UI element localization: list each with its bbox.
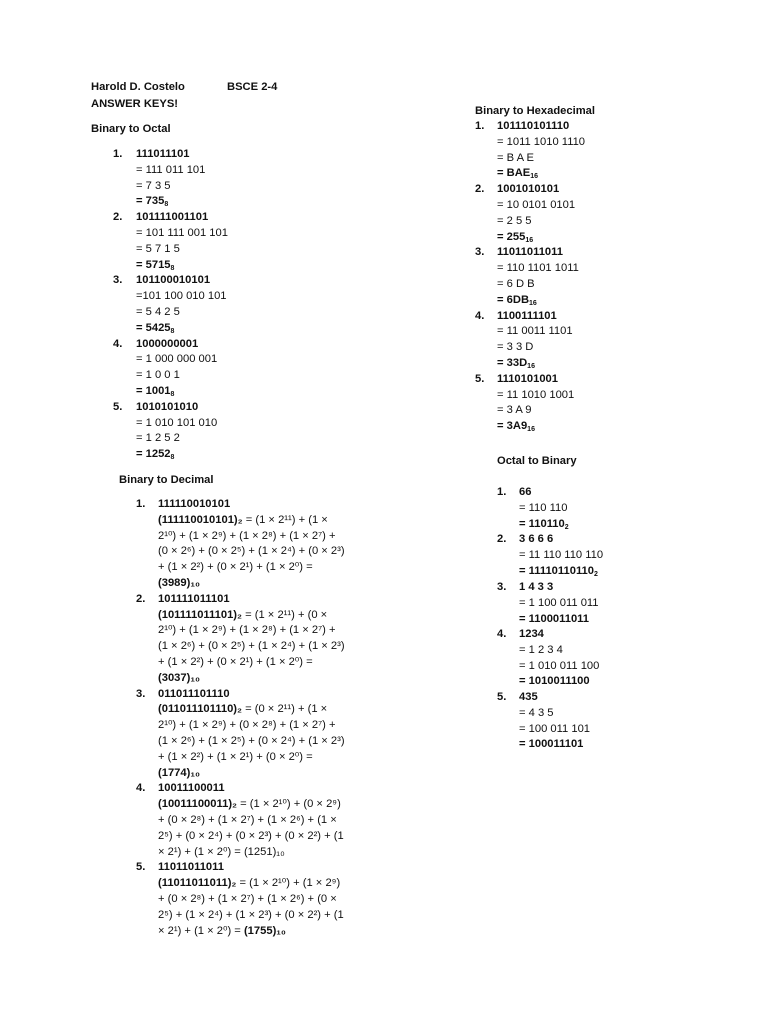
hex-grouping: = 1011 1010 1110: [497, 135, 586, 148]
octbin-answer: = 100011101: [519, 738, 584, 751]
base-subscript: 16: [527, 426, 535, 434]
decimal-expansion-line: 2¹⁰) + (1 × 2⁹) + (1 × 2⁸) + (1 × 2⁷) +: [158, 624, 336, 637]
item-number: 4.: [113, 337, 123, 350]
octbin-step: = 1 100 011 011: [519, 596, 599, 609]
hex-grouping: = 11 0011 1101: [497, 325, 573, 338]
hex-grouping: = 110 1101 1011: [497, 262, 579, 275]
hex-digits: = 3 3 D: [497, 341, 534, 354]
octbin-step: = 11 110 110 110: [519, 548, 604, 561]
decimal-expansion-line: 2⁵) + (0 × 2⁴) + (0 × 2³) + (0 × 2²) + (1: [158, 829, 344, 842]
decimal-expansion-line: 2⁵) + (1 × 2⁴) + (1 × 2³) + (0 × 2²) + (1: [158, 908, 344, 921]
hex-answer: = $33D_{16}$: [497, 357, 535, 370]
decimal-expansion-line: + (0 × 2⁸) + (1 × 2⁷) + (1 × 2⁶) + (1 ×: [158, 814, 337, 826]
decimal-expansion-line: (0 × 2⁶) + (0 × 2⁵) + (1 × 2⁴) + (0 × 2³): [158, 545, 345, 558]
octal-answer: = $1252_8$: [136, 448, 175, 462]
decimal-expansion-line: (1 × 2⁶) + (0 × 2⁵) + (1 × 2⁴) + (1 × 2³): [158, 640, 345, 653]
octal-digits: = 5 7 1 5: [136, 242, 180, 255]
expansion-text: = (1 × 2¹⁰) + (1 × 2⁹): [239, 877, 341, 890]
doc-subtitle: ANSWER KEYS!: [91, 98, 179, 110]
decimal-result: (1251)₁₀: [243, 845, 285, 858]
decimal-expansion-line: [158, 845, 285, 861]
item-number: 1.: [136, 498, 146, 510]
decimal-expansion-line: [158, 924, 286, 940]
octal-answer: = $5425_8$: [136, 321, 175, 335]
octal-grouping: = 1 000 000 001: [136, 353, 218, 366]
octal-question: 111011101: [136, 148, 190, 160]
octal-digits: = 7 3 5: [136, 179, 171, 192]
hex-question: 1100111101: [497, 309, 557, 322]
decimal-result: (1755)₁₀: [243, 924, 286, 937]
octal-digits: = 1 0 0 1: [136, 369, 180, 382]
expansion-text: × 2¹) + (1 × 2⁰) =: [158, 924, 244, 937]
octbin-step: = 100 011 101: [519, 722, 591, 735]
expansion-text: = (1 × 2¹¹) + (1 ×: [245, 513, 328, 526]
item-number: 4.: [475, 309, 485, 322]
base-subscript: 16: [530, 173, 539, 181]
item-number: 3.: [136, 687, 146, 700]
base-subscript: 8: [170, 391, 175, 398]
octal-digits: = 5 4 2 5: [136, 306, 180, 318]
base-subscript: 16: [525, 236, 534, 244]
octal-grouping: =101 100 010 101: [136, 290, 227, 303]
decimal-question: 10011100011: [158, 782, 225, 795]
octbin-step: = 110 110: [519, 501, 568, 514]
base-subscript: 2: [594, 570, 598, 578]
octbin-question: 3 6 6 6: [519, 533, 554, 545]
base-subscript: 8: [170, 327, 175, 335]
octal-question: 101111001101: [136, 211, 209, 224]
item-number: 4.: [136, 782, 146, 795]
section-title-hex: Binary to Hexadecimal: [475, 105, 596, 117]
octal-answer: = $735_8$: [136, 195, 169, 209]
item-number: 3.: [113, 274, 123, 287]
octbin-step: = 1 010 011 100: [519, 659, 600, 672]
decimal-expansion-line: [158, 513, 328, 529]
hex-digits: = 3 A 9: [497, 404, 532, 417]
octbin-answer: = $110110_2$: [519, 517, 569, 531]
octal-grouping: = 111 011 101: [136, 163, 206, 176]
base-subscript: 16: [529, 299, 537, 307]
hex-answer: = $BAE_{16}$: [497, 167, 539, 181]
decimal-question: 011011101110: [158, 687, 230, 700]
hex-answer: = $255_{16}$: [497, 230, 534, 244]
octbin-question: 66: [519, 486, 532, 498]
decimal-question: 101111011101: [158, 592, 230, 605]
item-number: 3.: [475, 246, 485, 259]
decimal-question: 11011011011: [158, 861, 224, 874]
binary-literal: (11011011011)₂: [158, 877, 240, 890]
decimal-expansion-line: [158, 797, 341, 813]
item-number: 5.: [136, 861, 146, 874]
decimal-expansion-line: [158, 608, 327, 624]
octbin-step: = 4 3 5: [519, 706, 554, 719]
octal-grouping: = 101 111 001 101: [136, 227, 228, 239]
hex-answer: = $3A9_{16}$: [497, 420, 535, 434]
decimal-expansion-line: (3037)₁₀: [158, 671, 201, 684]
binary-literal: (111110010101)₂: [158, 513, 246, 526]
item-number: 5.: [475, 372, 485, 385]
author-name: Harold D. Costelo: [91, 81, 185, 93]
item-number: 1.: [475, 120, 485, 132]
octbin-answer: = 1100011011: [519, 612, 590, 625]
base-subscript: 2: [564, 523, 569, 531]
octal-question: 1010101010: [136, 400, 199, 413]
decimal-expansion-line: 2¹⁰) + (1 × 2⁹) + (1 × 2⁸) + (1 × 2⁷) +: [158, 529, 336, 542]
octbin-question: 1 4 3 3: [519, 581, 554, 593]
hex-grouping: = 10 0101 0101: [497, 199, 576, 211]
section-title-octbin: Octal to Binary: [497, 455, 577, 467]
octbin-answer: = $11110110110_2$: [519, 564, 598, 578]
octal-answer: = $1001_8$: [136, 385, 175, 398]
item-number: 5.: [497, 691, 507, 703]
hex-digits: = 6 D B: [497, 278, 535, 290]
hex-question: 101110101110: [497, 120, 570, 132]
base-subscript: 16: [527, 363, 535, 370]
octal-question: 1000000001: [136, 337, 199, 350]
decimal-expansion-line: (1 × 2⁶) + (1 × 2⁵) + (0 × 2⁴) + (1 × 2³): [158, 735, 345, 747]
octbin-question: 435: [519, 691, 538, 703]
decimal-expansion-line: [158, 876, 340, 892]
item-number: 2.: [113, 211, 123, 224]
item-number: 5.: [113, 400, 123, 413]
octal-question: 101100010101: [136, 274, 211, 287]
octbin-question: 1234: [519, 628, 544, 640]
expansion-text: = (1 × 2¹¹) + (0 ×: [245, 608, 328, 621]
hex-question: 1001010101: [497, 183, 560, 196]
hex-question: 11011011011: [497, 246, 563, 259]
hex-digits: = 2 5 5: [497, 214, 532, 227]
expansion-text: = (0 × 2¹¹) + (1 ×: [245, 703, 328, 716]
section-title-decimal: Binary to Decimal: [119, 474, 214, 486]
decimal-expansion-line: + (1 × 2²) + (0 × 2¹) + (1 × 2⁰) =: [158, 561, 313, 574]
octal-answer: = $5715_8$: [136, 258, 175, 272]
item-number: 3.: [497, 581, 507, 593]
decimal-expansion-line: [158, 702, 327, 718]
decimal-question: 111110010101: [158, 498, 231, 510]
binary-literal: (101111011101)₂: [158, 608, 246, 621]
decimal-expansion-line: + (1 × 2²) + (0 × 2¹) + (1 × 2⁰) =: [158, 656, 313, 668]
decimal-expansion-line: + (1 × 2²) + (1 × 2¹) + (0 × 2⁰) =: [158, 750, 313, 763]
octbin-step: = 1 2 3 4: [519, 643, 563, 656]
octbin-answer: = 1010011100: [519, 675, 590, 688]
item-number: 4.: [497, 628, 507, 640]
hex-answer: = $6DB_{16}$: [497, 293, 537, 307]
base-subscript: 8: [170, 454, 175, 462]
item-number: 1.: [497, 486, 507, 498]
octal-grouping: = 1 010 101 010: [136, 416, 218, 429]
binary-literal: (011011101110)₂: [158, 703, 246, 716]
decimal-expansion-line: (1774)₁₀: [158, 766, 201, 779]
octal-digits: = 1 2 5 2: [136, 432, 180, 445]
item-number: 2.: [497, 533, 507, 545]
base-subscript: 8: [170, 264, 175, 272]
item-number: 2.: [475, 183, 485, 196]
decimal-expansion-line: 2¹⁰) + (1 × 2⁹) + (0 × 2⁸) + (1 × 2⁷) +: [158, 719, 336, 732]
expansion-text: × 2¹) + (1 × 2⁰) =: [158, 845, 244, 858]
hex-digits: = B A E: [497, 151, 535, 164]
binary-literal: (10011100011)₂: [158, 798, 241, 811]
hex-question: 1110101001: [497, 372, 558, 385]
hex-grouping: = 11 1010 1001: [497, 388, 575, 401]
class-section: BSCE 2-4: [227, 81, 278, 93]
section-title-octal: Binary to Octal: [91, 123, 171, 135]
base-subscript: 8: [164, 201, 169, 209]
item-number: 1.: [113, 148, 123, 160]
expansion-text: = (1 × 2¹⁰) + (0 × 2⁹): [240, 798, 341, 811]
decimal-expansion-line: + (0 × 2⁸) + (1 × 2⁷) + (1 × 2⁶) + (0 ×: [158, 893, 337, 905]
decimal-expansion-line: (3989)₁₀: [158, 577, 201, 589]
item-number: 2.: [136, 592, 146, 605]
